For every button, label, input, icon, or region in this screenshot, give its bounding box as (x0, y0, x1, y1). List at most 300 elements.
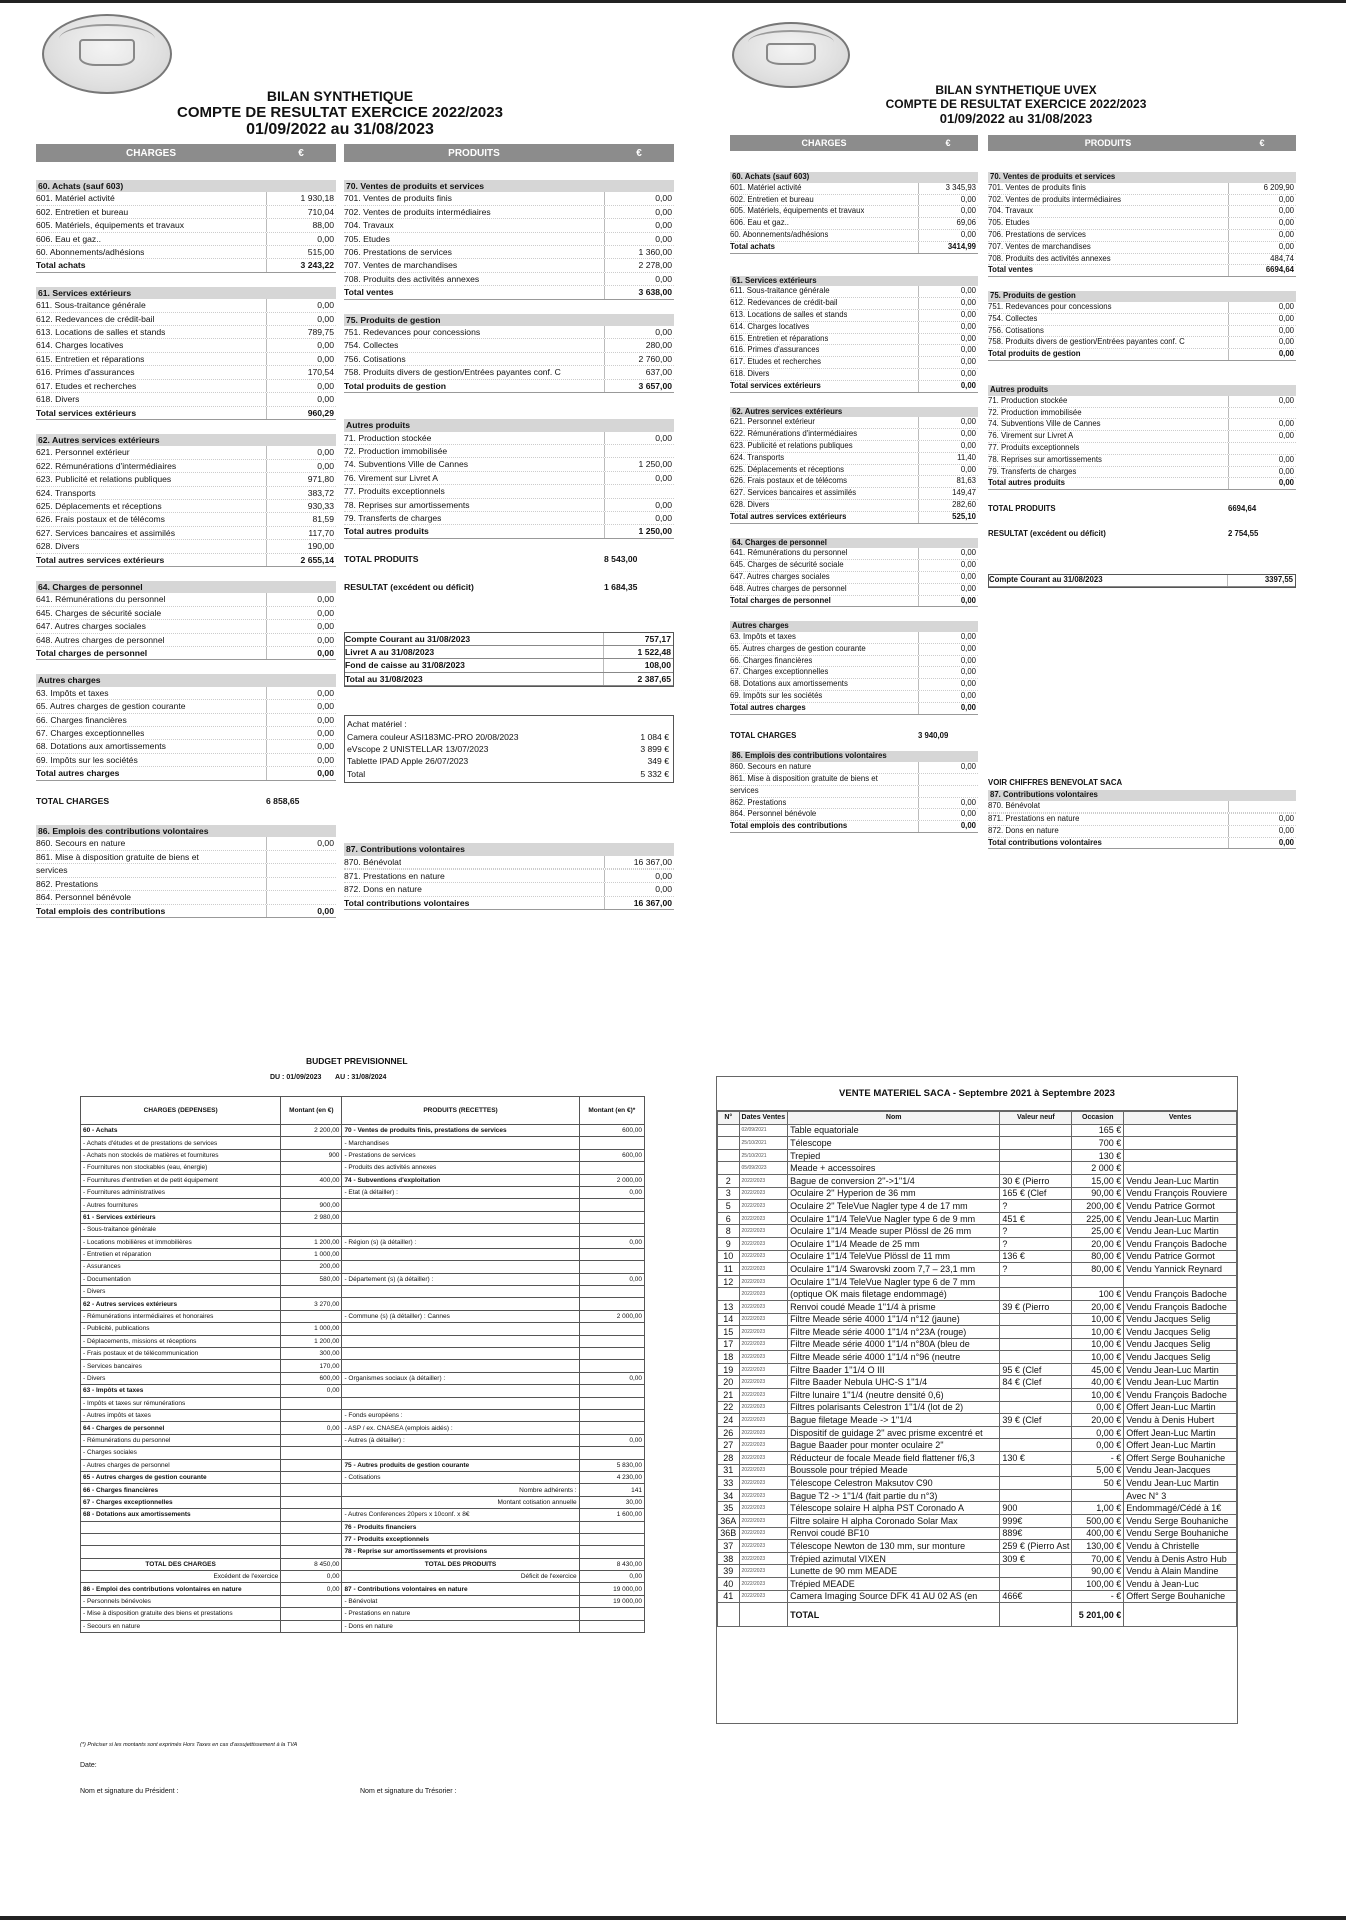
budget-produit-amount (579, 1211, 644, 1223)
line-item (730, 286, 978, 298)
vente-acheteur: Avec N° 3 (1124, 1489, 1237, 1502)
section-title: 75. Produits de gestion (344, 314, 674, 326)
vente-occasion: 80,00 € (1072, 1263, 1124, 1276)
line-item (730, 417, 978, 429)
budget-charge-label: - Impôts et taxes sur rémunérations (81, 1397, 281, 1409)
produits-header: PRODUITS € (344, 144, 674, 162)
row-label: 63. Impôts et taxes (36, 687, 109, 698)
budget-produit-label (342, 1385, 579, 1397)
budget-produit-amount: 0,00 (579, 1372, 644, 1384)
row-label: 68. Dotations aux amortissements (730, 679, 848, 689)
row-value: 0,00 (604, 499, 674, 511)
vente-date: 2022/2023 (739, 1313, 788, 1326)
vente-acheteur (1124, 1149, 1237, 1162)
line-item (344, 445, 674, 458)
row-label: 754. Collectes (344, 340, 399, 351)
vente-row (718, 1502, 1237, 1515)
row-value: 6694,64 (1228, 265, 1296, 276)
row-value: 0,00 (1228, 349, 1296, 360)
compte-line (345, 659, 673, 672)
vente-row (718, 1389, 1237, 1402)
row-value: 1 360,00 (604, 246, 674, 258)
budget-produit-label: - Dons en nature (342, 1620, 579, 1632)
line-item (36, 219, 336, 232)
budget-charge-label (81, 1546, 281, 1558)
vente-num: 41 (718, 1590, 740, 1603)
vente-occasion: 400,00 € (1072, 1527, 1124, 1540)
line-item (36, 851, 336, 864)
budget-charge-amount (281, 1471, 342, 1483)
row-label: 647. Autres charges sociales (36, 621, 146, 632)
row-value: 16 367,00 (604, 856, 674, 868)
line-item (730, 667, 978, 679)
section-total (344, 525, 674, 538)
vente-num: 24 (718, 1414, 740, 1427)
vente-acheteur (1124, 1137, 1237, 1150)
budget-row (81, 1533, 645, 1545)
row-value: 0,00 (604, 432, 674, 444)
line-item (988, 206, 1296, 218)
vente-row (718, 1326, 1237, 1339)
line-item (344, 856, 674, 869)
row-value: 81,63 (918, 476, 978, 487)
row-value: 6 858,65 (266, 795, 300, 806)
row-value: 0,00 (604, 326, 674, 338)
row-label: 627. Services bancaires et assimilés (36, 527, 175, 538)
budget-charge-label: 66 - Charges financières (81, 1484, 281, 1496)
row-value: 0,00 (918, 286, 978, 297)
vente-acheteur: Vendu Jean-Jacques (1124, 1464, 1237, 1477)
vente-occasion: 40,00 € (1072, 1376, 1124, 1389)
line-item (36, 620, 336, 633)
budget-charge-amount (281, 1459, 342, 1471)
budget-produit-label (342, 1335, 579, 1347)
section-title: 70. Ventes de produits et services (344, 180, 674, 192)
row-value: 2 754,55 (1228, 528, 1259, 538)
section-title: 87. Contributions volontaires (988, 790, 1296, 801)
row-label: Fond de caisse au 31/08/2023 (345, 660, 465, 671)
row-value: 0,00 (604, 273, 674, 285)
vente-valeur-neuf: 900 (1000, 1502, 1072, 1515)
budget-charge-label: Excédent de l'exercice (81, 1571, 281, 1583)
row-label: 628. Divers (730, 499, 770, 509)
vente-num: 26 (718, 1426, 740, 1439)
vente-occasion: 10,00 € (1072, 1351, 1124, 1364)
vente-valeur-neuf (1000, 1124, 1072, 1137)
budget-charge-label (81, 1533, 281, 1545)
vente-date: 2022/2023 (739, 1275, 788, 1288)
vente-num: 39 (718, 1565, 740, 1578)
row-label: 860. Secours en nature (36, 838, 126, 849)
row-label: 606. Eau et gaz.. (36, 233, 101, 244)
vente-num: 28 (718, 1452, 740, 1465)
uvex-compte-line (989, 575, 1295, 587)
budget-produit-label: 77 - Produits exceptionnels (342, 1533, 579, 1545)
line-item (988, 302, 1296, 314)
line-item (344, 353, 674, 366)
vente-nom: Bague de conversion 2''->1''1/4 (788, 1174, 1000, 1187)
row-value: 0,00 (918, 560, 978, 571)
row-value: 757,17 (603, 633, 673, 645)
line-item (344, 273, 674, 286)
vente-valeur-neuf (1000, 1426, 1072, 1439)
budget-row (81, 1199, 645, 1211)
budget-produit-label: - Produits des activités annexes (342, 1162, 579, 1174)
row-value: 1 522,48 (603, 646, 673, 658)
row-label: 702. Ventes de produits intermédiaires (988, 194, 1122, 204)
budget-charge-label: - Frais postaux et de télécommunication (81, 1348, 281, 1360)
line-item (36, 446, 336, 459)
vente-valeur-neuf: 165 € (Clef (1000, 1187, 1072, 1200)
budget-charge-label: - Publicité, publications (81, 1323, 281, 1335)
section-total (730, 821, 978, 833)
compte-line (345, 646, 673, 659)
vente-num: 8 (718, 1225, 740, 1238)
row-value (918, 774, 978, 785)
section-title: 60. Achats (sauf 603) (36, 180, 336, 192)
line-item (988, 814, 1296, 826)
vente-num: 35 (718, 1502, 740, 1515)
line-item (988, 801, 1296, 813)
achat-line (347, 755, 671, 767)
row-value: 0,00 (918, 465, 978, 476)
vente-nom: Renvoi coudé BF10 (788, 1527, 1000, 1540)
vente-acheteur: Vendu Yannick Reynard (1124, 1263, 1237, 1276)
vente-date: 2022/2023 (739, 1326, 788, 1339)
budget-charge-label: 67 - Charges exceptionnelles (81, 1496, 281, 1508)
budget-produit-label: - Région (s) (à détailler) : (342, 1236, 579, 1248)
line-item (730, 230, 978, 242)
vente-row (718, 1124, 1237, 1137)
row-label: 860. Secours en nature (730, 762, 812, 772)
vente-occasion: 25,00 € (1072, 1225, 1124, 1238)
line-item (36, 473, 336, 486)
vente-nom: Table equatoriale (788, 1124, 1000, 1137)
line-item (36, 593, 336, 606)
budget-charge-label: - Entretien et réparation (81, 1248, 281, 1260)
vente-nom: Filtre Meade série 4000 1''1/4 n°23A (rouge) (788, 1326, 1000, 1339)
vente-nom: Renvoi coudé Meade 1''1/4 à prisme (788, 1300, 1000, 1313)
vente-row (718, 1489, 1237, 1502)
row-label: Total ventes (988, 265, 1033, 275)
vente-valeur-neuf: 30 € (Pierro (1000, 1174, 1072, 1187)
line-item (730, 453, 978, 465)
vente-num: 38 (718, 1552, 740, 1565)
budget-produit-amount: 5 830,00 (579, 1459, 644, 1471)
comptes-box (344, 632, 674, 688)
row-label: TOTAL PRODUITS (344, 553, 419, 564)
section-title: Autres charges (36, 674, 336, 686)
line-item (730, 584, 978, 596)
vente-row (718, 1540, 1237, 1553)
line-item (344, 246, 674, 259)
budget-charge-amount (281, 1434, 342, 1446)
row-value: 0,00 (1228, 218, 1296, 229)
vente-nom: Trépied azimutal VIXEN (788, 1552, 1000, 1565)
budget-row (81, 1261, 645, 1273)
budget-charge-amount: 1 000,00 (281, 1323, 342, 1335)
vente-acheteur: Vendu Serge Bouhaniche (1124, 1515, 1237, 1528)
line-item (730, 762, 978, 774)
section-title: 62. Autres services extérieurs (730, 407, 978, 418)
uvex-produits-header: PRODUITS € (988, 135, 1296, 151)
budget-charge-amount (281, 1186, 342, 1198)
budget-charge-label (81, 1521, 281, 1533)
vente-num: 6 (718, 1212, 740, 1225)
budget-charge-label: - Locations mobilières et immobilières (81, 1236, 281, 1248)
vente-date: 2022/2023 (739, 1489, 788, 1502)
row-value: 0,00 (604, 883, 674, 895)
budget-row (81, 1558, 645, 1570)
vente-total-blank (739, 1603, 788, 1627)
vente-date: 2022/2023 (739, 1426, 788, 1439)
row-label: services (730, 785, 759, 795)
budget-charge-label: - Assurances (81, 1261, 281, 1273)
budget-produit-label: 75 - Autres produits de gestion courante (342, 1459, 579, 1471)
vente-occasion: 225,00 € (1072, 1212, 1124, 1225)
row-label: 611. Sous-traitance générale (36, 300, 146, 311)
tresorier-signature: Nom et signature du Trésorier : (360, 1788, 457, 1795)
vente-date: 2022/2023 (739, 1376, 788, 1389)
budget-charge-amount: 580,00 (281, 1273, 342, 1285)
budget-produit-amount: 19 000,00 (579, 1595, 644, 1607)
budget-charge-amount: 1 200,00 (281, 1335, 342, 1347)
achat-line (347, 768, 671, 780)
budget-charge-amount (281, 1521, 342, 1533)
budget-charge-amount: 900,00 (281, 1199, 342, 1211)
vente-nom: Lunette de 90 mm MEADE (788, 1565, 1000, 1578)
budget-produit-amount: 0,00 (579, 1434, 644, 1446)
vente-valeur-neuf (1000, 1351, 1072, 1364)
vente-num (718, 1288, 740, 1301)
bilan-uvex-panel (726, 8, 1326, 968)
row-label: 65. Autres charges de gestion courante (36, 701, 186, 712)
row-label: Total services extérieurs (730, 380, 821, 390)
row-label: 706. Prestations de services (344, 247, 452, 258)
row-value: 0,00 (266, 620, 336, 632)
vente-valeur-neuf: 130 € (1000, 1452, 1072, 1465)
row-label: 602. Entretien et bureau (730, 194, 814, 204)
line-item (344, 472, 674, 485)
line-item (36, 380, 336, 393)
vente-date: 2022/2023 (739, 1363, 788, 1376)
vente-nom: Oculaire 1''1/4 Meade de 25 mm (788, 1237, 1000, 1250)
budget-produit-label (342, 1286, 579, 1298)
vente-header-3: Valeur neuf (1000, 1112, 1072, 1125)
row-label: 71. Production stockée (344, 432, 432, 443)
vente-date: 2022/2023 (739, 1414, 788, 1427)
vente-valeur-neuf (1000, 1137, 1072, 1150)
line-item (730, 572, 978, 584)
vente-date: 2022/2023 (739, 1590, 788, 1603)
vente-valeur-neuf: 889€ (1000, 1527, 1072, 1540)
line-item (730, 656, 978, 668)
vente-valeur-neuf (1000, 1149, 1072, 1162)
section-total (36, 647, 336, 660)
budget-charge-amount (281, 1137, 342, 1149)
row-label: 707. Ventes de marchandises (344, 260, 458, 271)
budget-row (81, 1186, 645, 1198)
line-item (730, 809, 978, 821)
vente-valeur-neuf: 999€ (1000, 1515, 1072, 1528)
vente-acheteur: Vendu François Badoche (1124, 1237, 1237, 1250)
budget-row (81, 1620, 645, 1632)
budget-charge-label: - Divers (81, 1372, 281, 1384)
row-value: 0,00 (1228, 455, 1296, 466)
row-value: 2 387,65 (603, 673, 673, 685)
row-value: 0,00 (918, 381, 978, 392)
row-label: 65. Autres charges de gestion courante (730, 643, 866, 653)
vente-row (718, 1477, 1237, 1490)
vente-acheteur: Offert Serge Bouhaniche (1124, 1590, 1237, 1603)
row-label: 71. Production stockée (988, 395, 1068, 405)
row-label: Livret A au 31/08/2023 (345, 646, 435, 657)
budget-produit-amount (579, 1620, 644, 1632)
row-label: Total achats (730, 241, 775, 251)
row-value: 280,00 (604, 339, 674, 351)
budget-charge-label: 62 - Autres services extérieurs (81, 1298, 281, 1310)
achat-title: Achat matériel : (347, 719, 407, 730)
line-item (988, 218, 1296, 230)
vente-occasion: 0,00 € (1072, 1401, 1124, 1414)
row-value: 0,00 (918, 656, 978, 667)
row-value: 3397,55 (1227, 575, 1295, 586)
line-item (36, 864, 336, 877)
president-signature: Nom et signature du Président : (80, 1788, 179, 1795)
line-item (36, 366, 336, 379)
vente-acheteur: Vendu à Christelle (1124, 1540, 1237, 1553)
line-item (730, 429, 978, 441)
row-label: 67. Charges exceptionnelles (36, 728, 145, 739)
budget-produit-amount: 600,00 (579, 1125, 644, 1137)
budget-charge-label: - Rémunérations du personnel (81, 1434, 281, 1446)
vente-date: 2022/2023 (739, 1225, 788, 1238)
line-item (344, 339, 674, 352)
line-item (36, 487, 336, 500)
row-label: 862. Prestations (730, 797, 787, 807)
line-item (344, 485, 674, 498)
budget-produit-label (342, 1397, 579, 1409)
row-value: 1 250,00 (604, 458, 674, 470)
row-value: 0,00 (918, 572, 978, 583)
vente-num: 22 (718, 1401, 740, 1414)
vente-occasion: 0,00 € (1072, 1426, 1124, 1439)
vente-acheteur: Vendu Jean-Luc Martin (1124, 1212, 1237, 1225)
budget-note: (*) Préciser si les montants sont exprimés Hors Taxes en cas d'assujettissement à la TVA (80, 1742, 298, 1748)
row-value: 282,60 (918, 500, 978, 511)
row-label: 704. Travaux (988, 206, 1034, 216)
budget-row (81, 1211, 645, 1223)
line-item (36, 393, 336, 406)
budget-charge-amount: 0,00 (281, 1422, 342, 1434)
line-item (36, 607, 336, 620)
vente-valeur-neuf: 451 € (1000, 1212, 1072, 1225)
budget-charge-label: - Autres charges de personnel (81, 1459, 281, 1471)
row-value: 0,00 (1228, 467, 1296, 478)
row-value: 930,33 (266, 500, 336, 512)
section-title: 86. Emplois des contributions volontaires (730, 751, 978, 762)
row-value: 637,00 (604, 366, 674, 378)
budget-produit-label (342, 1248, 579, 1260)
vente-row (718, 1174, 1237, 1187)
row-value: 0,00 (1228, 814, 1296, 825)
vente-date: 2022/2023 (739, 1174, 788, 1187)
budget-charge-label: 60 - Achats (81, 1125, 281, 1137)
vente-occasion: 90,00 € (1072, 1187, 1124, 1200)
row-value: 0,00 (918, 584, 978, 595)
budget-produit-amount (579, 1447, 644, 1459)
row-value: 3 657,00 (604, 380, 674, 392)
vente-row (718, 1527, 1237, 1540)
row-label: 626. Frais postaux et de télécoms (730, 476, 848, 486)
row-label: 616. Primes d'assurances (730, 345, 820, 355)
budget-produit-amount (579, 1248, 644, 1260)
vente-valeur-neuf (1000, 1288, 1072, 1301)
line-item (344, 219, 674, 232)
budget-row (81, 1286, 645, 1298)
row-label: services (36, 865, 68, 876)
row-label: 79. Transferts de charges (344, 512, 442, 523)
line-item (36, 500, 336, 513)
row-value: 349 € (647, 756, 669, 767)
budget-produit-label: Montant cotisation annuelle (342, 1496, 579, 1508)
row-label: 68. Dotations aux amortissements (36, 741, 166, 752)
section-total (36, 905, 336, 918)
budget-charge-amount (281, 1496, 342, 1508)
vente-nom: Filtre Baader Nebula UHC-S 1''1/4 (788, 1376, 1000, 1389)
line-item (730, 488, 978, 500)
row-label: 756. Cotisations (344, 353, 406, 364)
row-value: 2 760,00 (604, 353, 674, 365)
vente-valeur-neuf: ? (1000, 1200, 1072, 1213)
line-item (988, 826, 1296, 838)
vente-date: 2022/2023 (739, 1187, 788, 1200)
row-value: 16 367,00 (604, 897, 674, 909)
row-label: 79. Transferts de charges (988, 466, 1077, 476)
line-item (36, 740, 336, 753)
row-value: 0,00 (918, 369, 978, 380)
uvex-logo (732, 22, 850, 88)
budget-charge-amount (281, 1286, 342, 1298)
line-item (36, 513, 336, 526)
row-label: 601. Matériel activité (730, 182, 802, 192)
row-label: 707. Ventes de marchandises (988, 241, 1091, 251)
row-label: 66. Charges financières (36, 714, 127, 725)
vente-row (718, 1401, 1237, 1414)
budget-produit-label: - Cotisations (342, 1471, 579, 1483)
budget-charge-label: - Mise à disposition gratuite des biens et prestations (81, 1608, 281, 1620)
line-item (36, 634, 336, 647)
vente-valeur-neuf (1000, 1489, 1072, 1502)
budget-row (81, 1459, 645, 1471)
section-total (988, 838, 1296, 850)
budget-row (81, 1422, 645, 1434)
line-item (344, 233, 674, 246)
row-label: 76. Virement sur Livret A (344, 472, 438, 483)
line-item (36, 313, 336, 326)
row-label: 708. Produits des activités annexes (344, 273, 480, 284)
budget-charge-label: 64 - Charges de personnel (81, 1422, 281, 1434)
section-title: 75. Produits de gestion (988, 291, 1296, 302)
row-label: 627. Services bancaires et assimilés (730, 488, 857, 498)
vente-row (718, 1288, 1237, 1301)
row-label: TOTAL CHARGES (730, 730, 797, 740)
budget-produit-amount (579, 1397, 644, 1409)
row-value: 0,00 (1228, 826, 1296, 837)
achat-line (347, 743, 671, 755)
vente-total-row (718, 1603, 1237, 1627)
row-label: 641. Rémunérations du personnel (730, 548, 848, 558)
